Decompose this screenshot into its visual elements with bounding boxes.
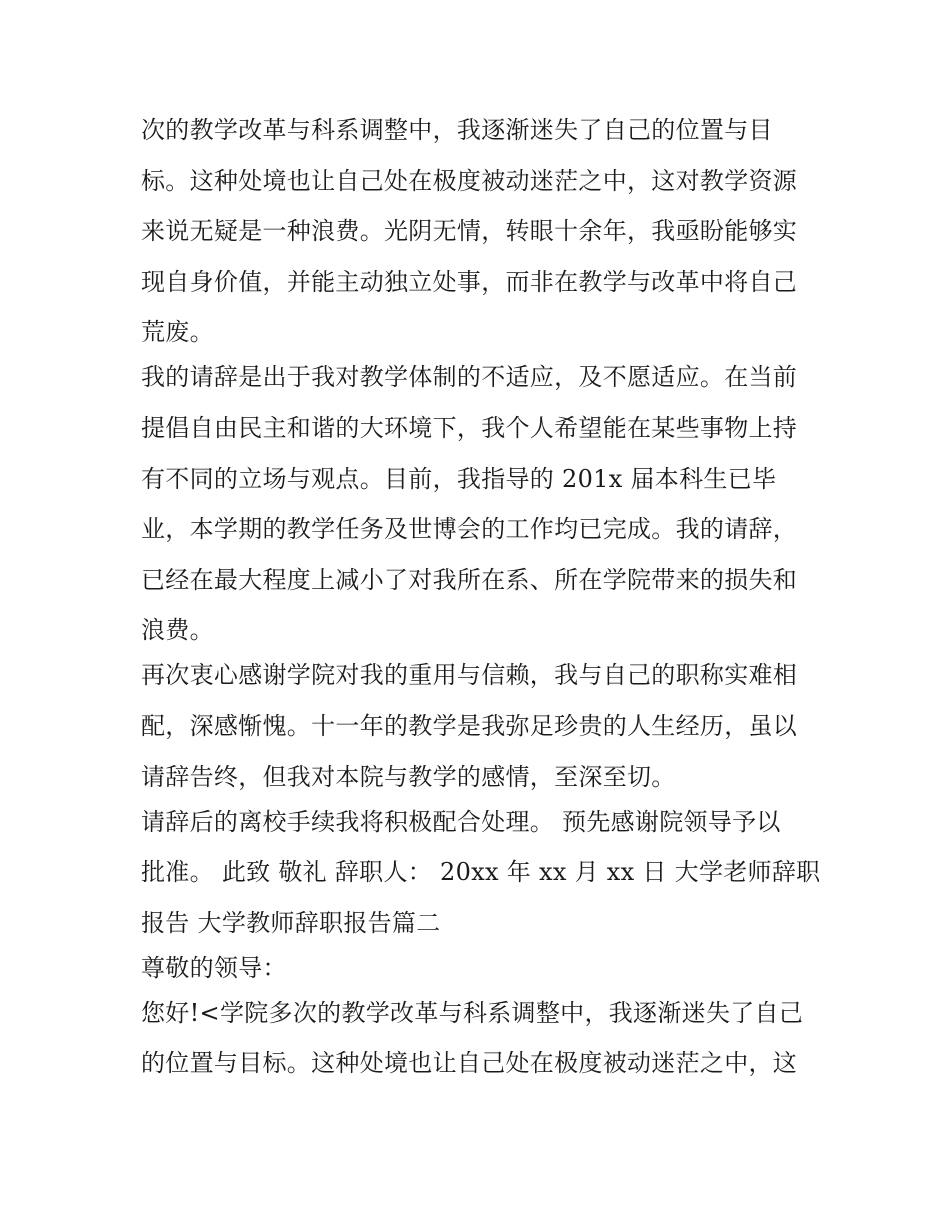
text-line: 来说无疑是一种浪费。光阴无情，转眼十余年，我亟盼能够实 [141,217,798,246]
text-line: 再次衷心感谢学院对我的重用与信赖，我与自己的职称实难相 [141,661,798,690]
document-body [141,110,821,1094]
text-line: 请辞告终，但我对本院与教学的感情，至深至切。 [141,762,676,791]
text-line: 报告 大学教师辞职报告篇二 [141,908,441,937]
text-line: 配，深感惭愧。十一年的教学是我弥足珍贵的人生经历，虽以 [141,711,798,740]
text-line: 我的请辞是出于我对教学体制的不适应，及不愿适应。在当前 [141,363,798,392]
text-line: 尊敬的领导： [141,953,287,982]
text-line: 标。这种处境也让自己处在极度被动迷茫之中，这对教学资源 [141,166,798,195]
text-line: 次的教学改革与科系调整中，我逐渐迷失了自己的位置与目 [141,116,773,144]
text-line: 批准。 此致 敬礼 辞职人： 20xx 年 xx 月 xx 日 大学老师辞职 [141,858,821,887]
text-line: 提倡自由民主和谐的大环境下，我个人希望能在某些事物上持 [141,413,798,442]
text-line: 有不同的立场与观点。目前，我指导的 201x 届本科生已毕 [141,464,777,493]
text-line: 浪费。 [141,616,214,645]
text-line: 业，本学期的教学任务及世博会的工作均已完成。我的请辞， [141,515,798,544]
text-line: 的位置与目标。这种处境也让自己处在极度被动迷茫之中，这 [141,1049,798,1078]
text-line: 已经在最大程度上减小了对我所在系、所在学院带来的损失和 [141,565,798,594]
text-line: 您好!<学院多次的教学改革与科系调整中，我逐渐迷失了自己 [141,998,804,1027]
text-line: 请辞后的离校手续我将积极配合处理。 预先感谢院领导予以 [141,807,781,836]
text-line: 荒废。 [141,318,214,347]
text-line: 现自身价值，并能主动独立处事，而非在教学与改革中将自己 [141,267,798,296]
